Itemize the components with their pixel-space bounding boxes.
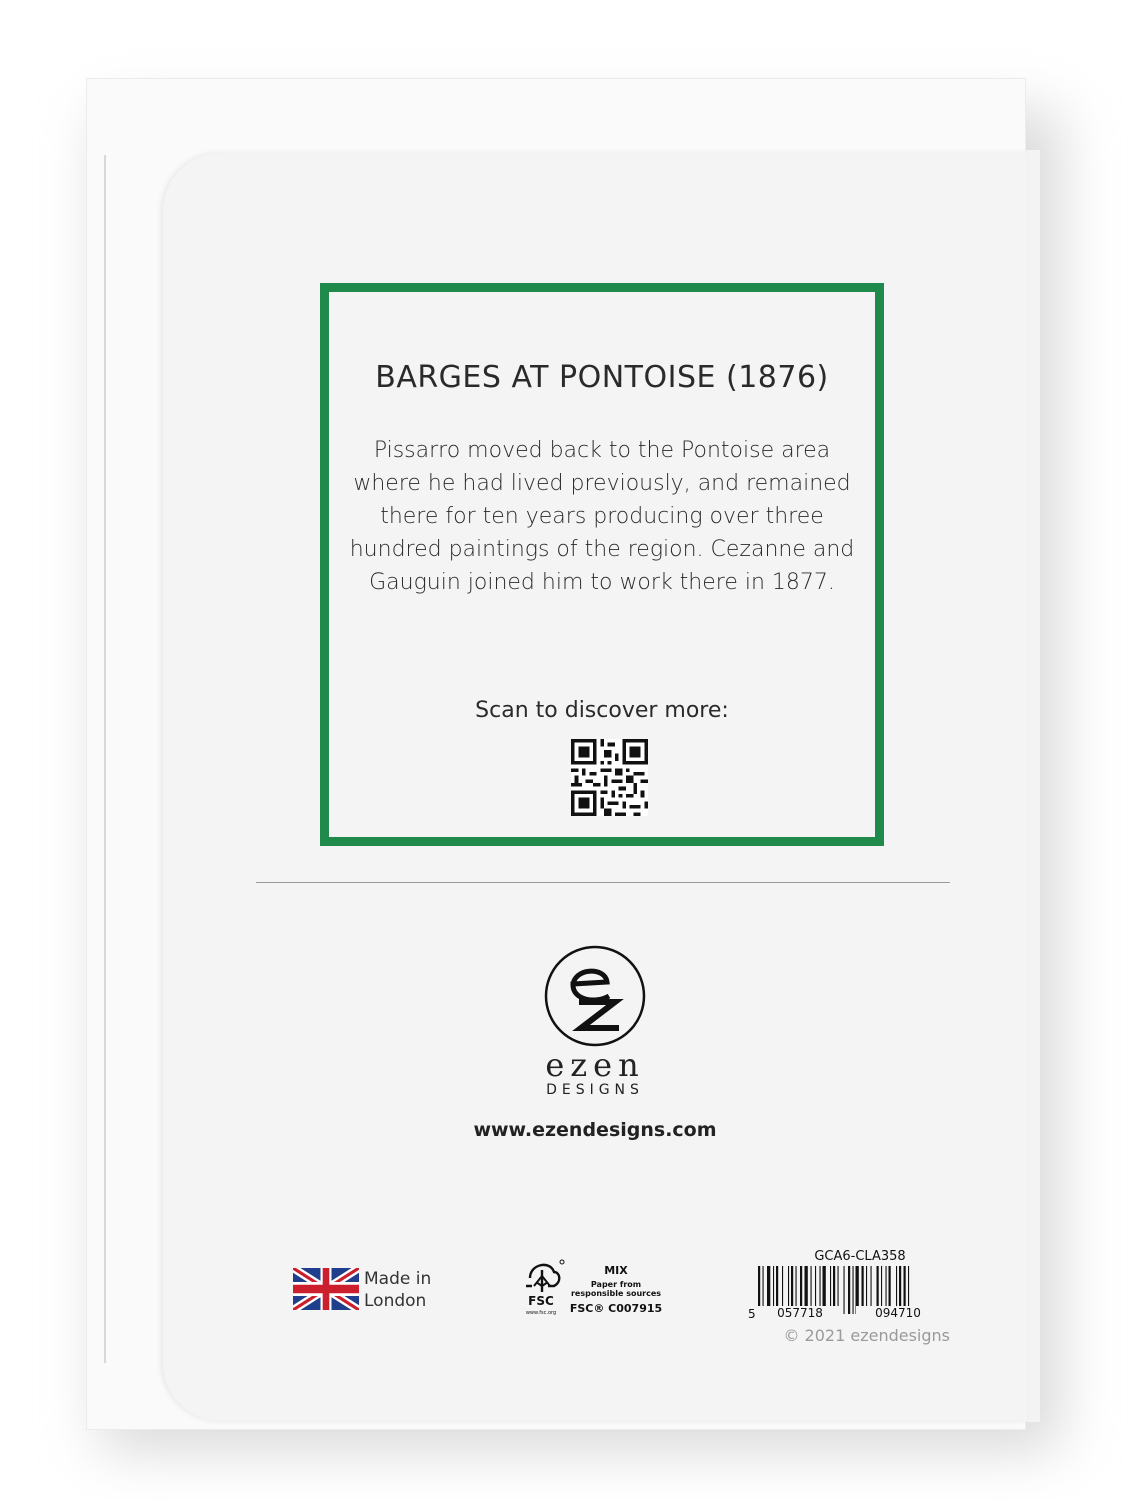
artwork-description: Pissarro moved back to the Pontoise area where he had lived previously, and remained there for ten years producing over three hundred paintings of the region. Cezanne and Gauguin joined him to work there in 1877. — [349, 438, 855, 595]
barcode-digits-right: 094710 — [875, 1306, 921, 1320]
copyright-text: © 2021 ezendesigns — [783, 1326, 950, 1345]
envelope-edge — [104, 155, 106, 1363]
fsc-certification — [568, 1264, 664, 1315]
barcode-icon — [744, 1266, 966, 1320]
brand-name: ezen — [545, 1046, 645, 1084]
product-sku: GCA6-CLA358 — [814, 1249, 906, 1264]
fsc-logo-icon — [520, 1256, 566, 1318]
ezen-logo-icon — [543, 944, 647, 1048]
fsc-code-label: FSC® C007915 — [569, 1302, 663, 1315]
artwork-title: BARGES AT PONTOISE (1876) — [375, 360, 829, 395]
barcode-bar — [848, 1266, 850, 1314]
barcode-digits-left: 057718 — [777, 1306, 823, 1320]
barcode-digit-lead: 5 — [748, 1307, 756, 1320]
artwork-info-box — [320, 283, 884, 846]
envelope-right-edge — [1026, 150, 1040, 1422]
barcode-bar — [853, 1266, 854, 1314]
barcode-bar — [844, 1266, 845, 1314]
website-link[interactable]: www.ezendesigns.com — [473, 1119, 717, 1141]
brand-subtitle: DESIGNS — [546, 1082, 644, 1098]
fsc-site-text: www.fsc.org — [525, 1310, 557, 1316]
scan-label: Scan to discover more: — [475, 698, 729, 723]
qr-code-icon[interactable] — [571, 739, 648, 816]
fsc-mix-label: MIX — [604, 1264, 628, 1277]
uk-flag-icon — [293, 1268, 359, 1310]
divider-line — [256, 882, 950, 883]
fsc-brand-text: FSC — [528, 1294, 554, 1308]
made-in-label: Made in London — [364, 1269, 432, 1311]
fsc-paper-label: Paper from responsible sources — [570, 1280, 662, 1298]
